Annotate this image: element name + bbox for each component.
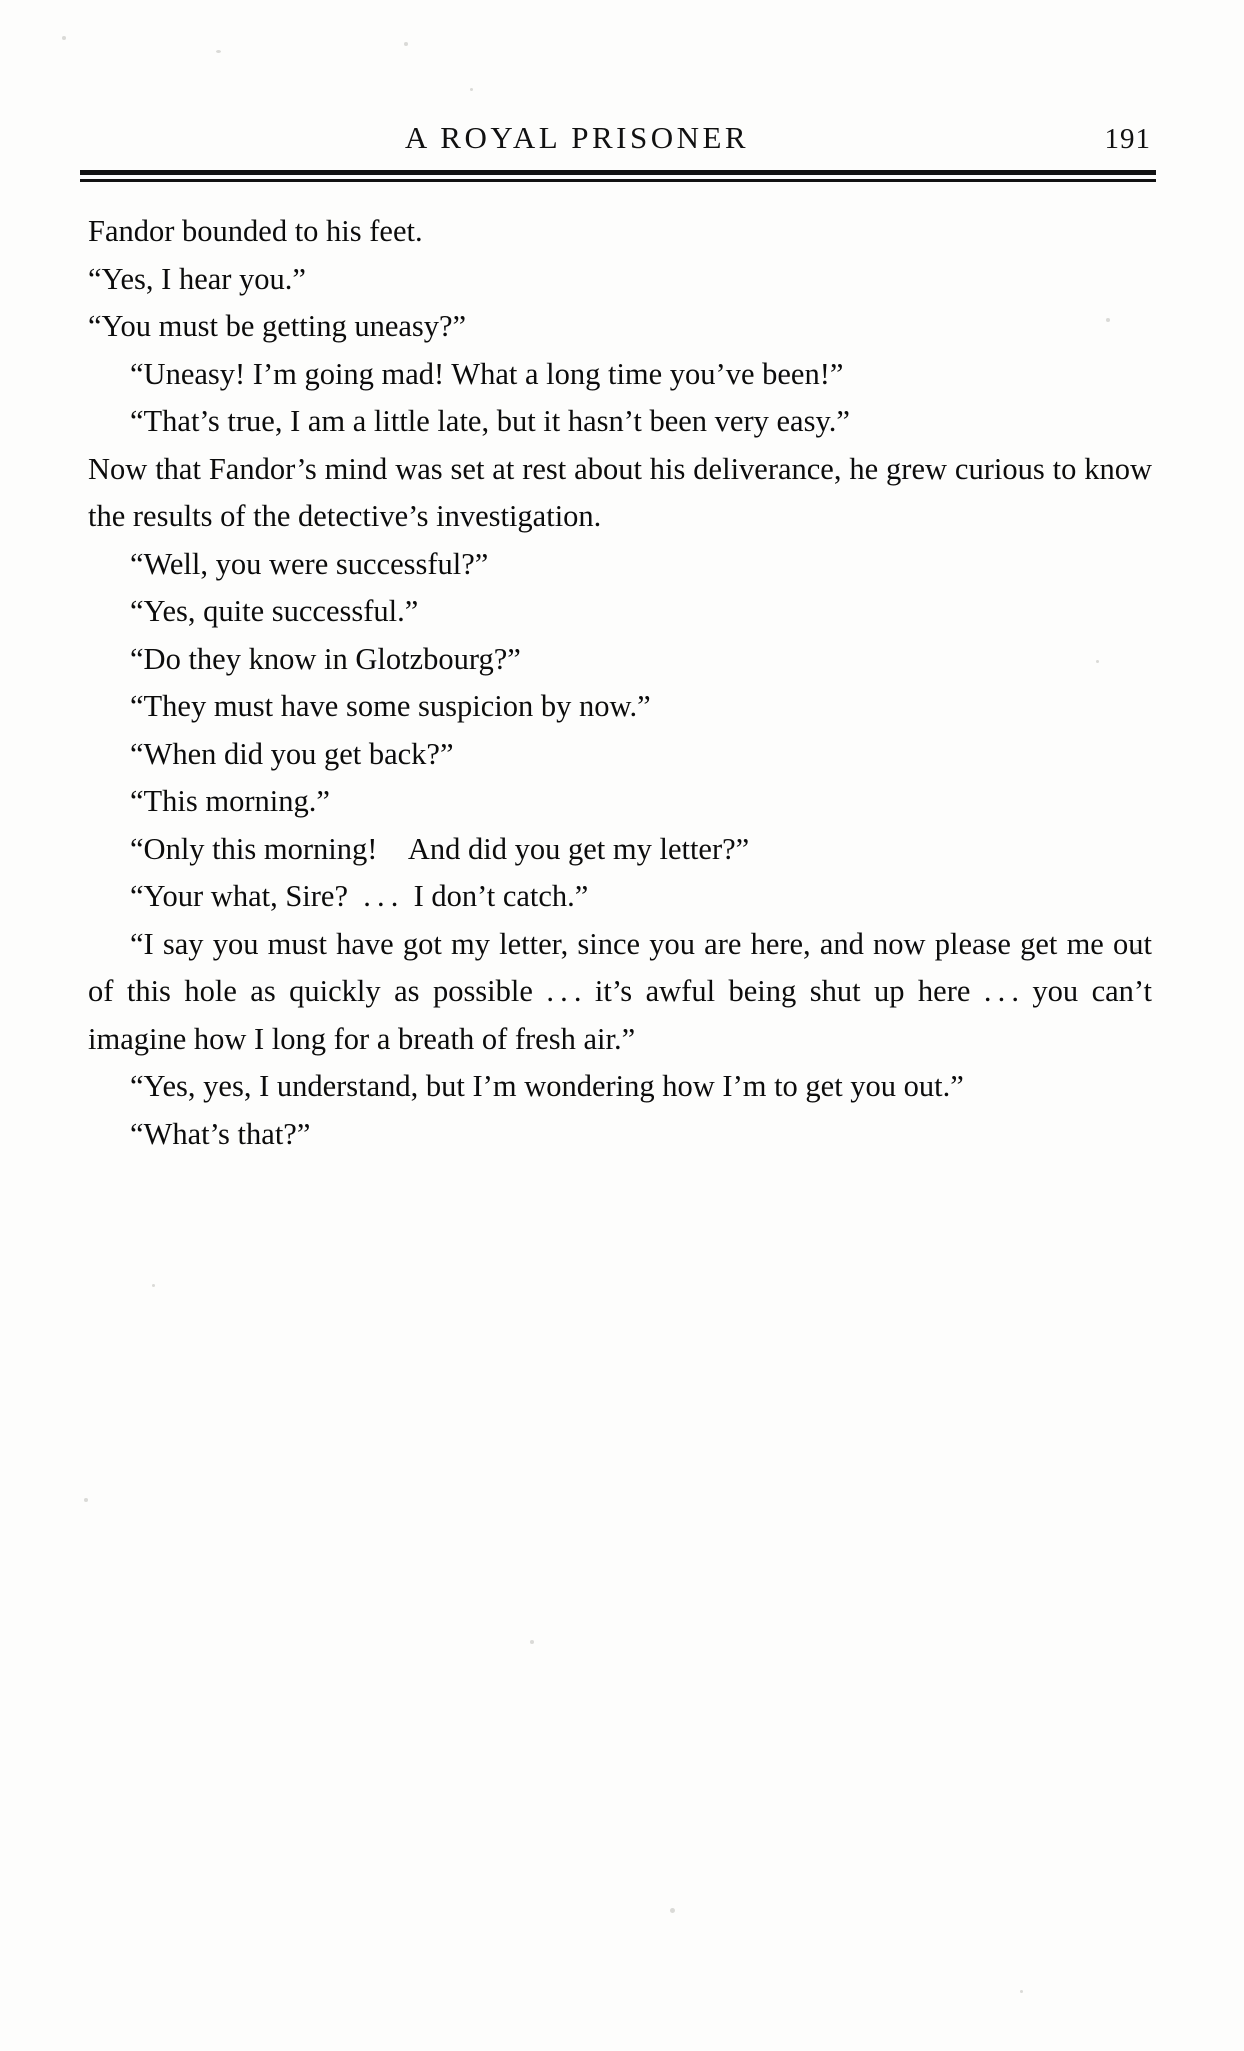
scan-speck: [404, 42, 408, 46]
paragraph: Now that Fandor’s mind was set at rest about his deliverance, he grew curious to know the results of the detective’s investigation.: [88, 451, 1152, 533]
paragraph: “Your what, Sire? . . . I don’t catch.”: [130, 879, 589, 913]
page-title: A ROYAL PRISONER: [404, 120, 750, 155]
paragraph: “Yes, I hear you.”: [88, 261, 306, 296]
paragraph: “Uneasy! I’m going mad! What a long time you’ve been!”: [130, 356, 844, 391]
paragraph: Fandor bounded to his feet.: [88, 214, 423, 248]
scan-speck: [470, 88, 473, 91]
paragraph: “I say you must have got my letter, since you are here, and now please get me out of this hole as quickly as possible . . . it’s awful being shut up here . . . you can’t imagine how I long for a breath of fresh air.”: [88, 926, 1152, 1056]
paragraph: “Yes, yes, I understand, but I’m wondering how I’m to get you out.”: [130, 1069, 964, 1103]
scan-speck: [670, 1908, 675, 1913]
page-number: 191: [1104, 123, 1151, 155]
scan-speck: [216, 50, 221, 53]
running-head: [78, 120, 1158, 156]
scan-speck: [1020, 1990, 1023, 1993]
paragraph: “That’s true, I am a little late, but it hasn’t been very easy.”: [130, 404, 850, 438]
scan-speck: [152, 1284, 155, 1287]
paragraph: “They must have some suspicion by now.”: [130, 689, 651, 723]
paragraph: “Do they know in Glotzbourg?”: [130, 641, 521, 676]
page-content: [78, 120, 1158, 1158]
rule-thin: [80, 179, 1156, 182]
paragraph: “This morning.”: [130, 784, 330, 818]
paragraph: “Yes, quite successful.”: [130, 594, 419, 628]
paragraph: “Well, you were successful?”: [130, 546, 489, 581]
body-text: [78, 208, 1158, 1158]
paragraph: “Only this morning! And did you get my letter?”: [130, 831, 750, 866]
paragraph: “You must be getting uneasy?”: [88, 309, 467, 343]
paragraph: “When did you get back?”: [130, 736, 454, 771]
scan-speck: [84, 1498, 88, 1502]
paragraph: “What’s that?”: [130, 1116, 311, 1151]
scan-speck: [530, 1640, 534, 1644]
scan-speck: [62, 36, 66, 40]
header-rule: [78, 170, 1158, 182]
